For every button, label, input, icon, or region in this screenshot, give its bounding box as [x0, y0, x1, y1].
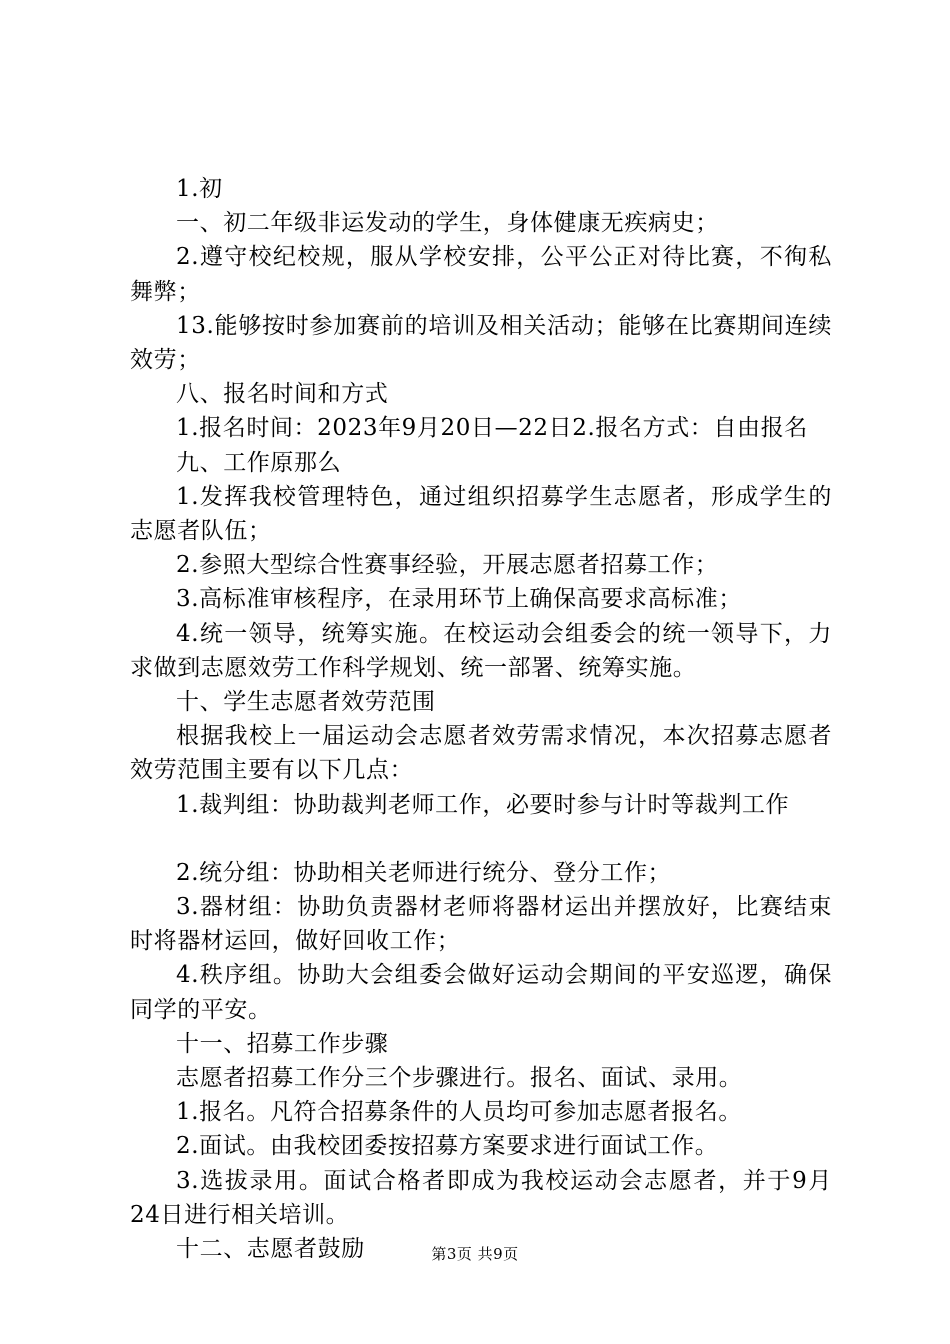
paragraph: 3.选拔录用。面试合格者即成为我校运动会志愿者，并于9月24日进行相关培训。 [130, 1167, 832, 1228]
paragraph: 2.遵守校纪校规，服从学校安排，公平公正对待比赛，不徇私舞弊； [130, 244, 832, 305]
paragraph: 志愿者招募工作分三个步骤进行。报名、面试、录用。 [176, 1065, 743, 1092]
document-body [130, 172, 832, 1266]
section-heading: 十、学生志愿者效劳范围 [176, 689, 436, 716]
paragraph: 3.器材组：协助负责器材老师将器材运出并摆放好，比赛结束时将器材运回，做好回收工作； [130, 894, 832, 955]
paragraph: 3.高标准审核程序，在录用环节上确保高要求高标准； [176, 586, 742, 613]
paragraph: 2.统分组：协助相关老师进行统分、登分工作； [176, 859, 672, 886]
section-heading: 九、工作原那么 [176, 449, 342, 476]
section-heading: 十一、招募工作步骤 [176, 1030, 389, 1057]
paragraph: 1.报名。凡符合招募条件的人员均可参加志愿者报名。 [176, 1099, 742, 1126]
paragraph: 1.裁判组：协助裁判老师工作，必要时参与计时等裁判工作 [176, 791, 790, 818]
page-number-footer: 第3页 共9页 [431, 1245, 519, 1263]
paragraph: 4.统一领导，统筹实施。在校运动会组委会的统一领导下，力求做到志愿效劳工作科学规划、统一部署、统筹实施。 [130, 620, 832, 681]
paragraph: 1.报名时间：2023年9月20日—22日2.报名方式：自由报名 [176, 415, 808, 442]
paragraph: 根据我校上一届运动会志愿者效劳需求情况，本次招募志愿者效劳范围主要有以下几点： [130, 723, 832, 784]
section-heading: 十二、志愿者鼓励 [176, 1236, 365, 1263]
paragraph: 2.参照大型综合性赛事经验，开展志愿者招募工作； [176, 552, 719, 579]
paragraph: 1.发挥我校管理特色，通过组织招募学生志愿者，形成学生的志愿者队伍； [130, 483, 832, 545]
paragraph: 4.秩序组。协助大会组委会做好运动会期间的平安巡逻，确保同学的平安。 [130, 962, 832, 1023]
section-heading: 八、报名时间和方式 [176, 381, 389, 408]
paragraph: 13.能够按时参加赛前的培训及相关活动；能够在比赛期间连续效劳； [130, 312, 832, 374]
paragraph: 2.面试。由我校团委按招募方案要求进行面试工作。 [176, 1133, 719, 1160]
paragraph: 1.初 [176, 176, 223, 202]
paragraph: 一、初二年级非运发动的学生，身体健康无疾病史； [176, 210, 719, 237]
